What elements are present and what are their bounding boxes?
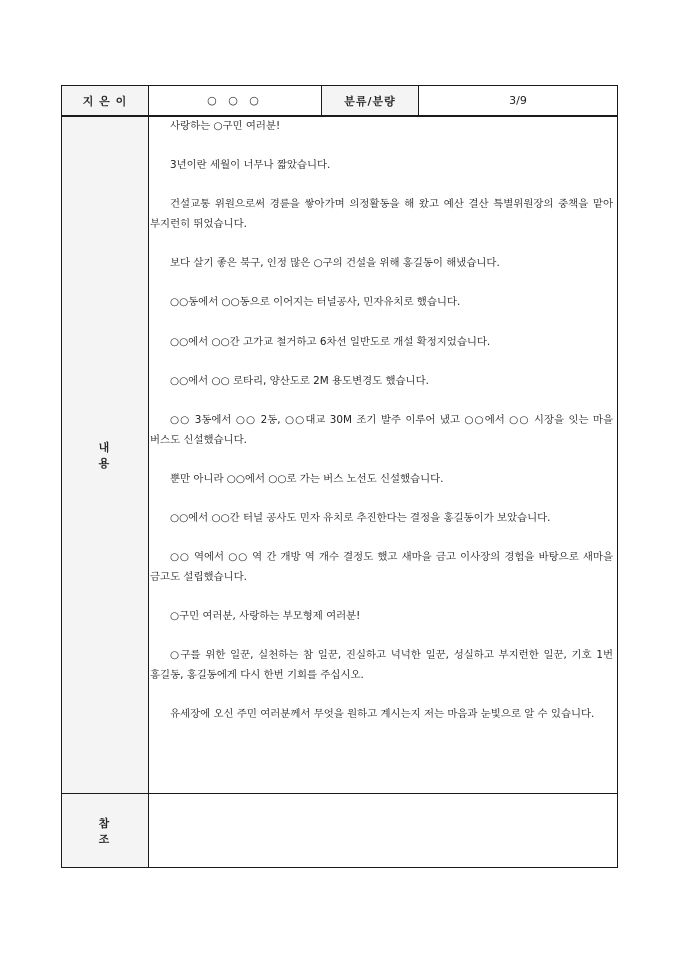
content-paragraph: 사랑하는 ○구민 여러분! (170, 120, 281, 132)
content-paragraph: 보다 살기 좋은 북구, 인정 많은 ○구의 건설을 위해 홍길동이 해냈습니다. (170, 257, 500, 270)
reference-value (149, 794, 618, 868)
content-body (150, 117, 613, 793)
content-row (62, 116, 618, 794)
content-label: 내 용 (62, 116, 149, 794)
content-paragraph: ○○에서 ○○간 터널 공사도 민자 유치로 추진한다는 결정을 홍길동이가 보았습니다. (170, 511, 551, 524)
reference-row (62, 794, 618, 868)
header-row (62, 86, 618, 117)
content-paragraph: 유세장에 오신 주민 여러분께서 무엇을 원하고 계시는지 저는 마음과 눈빛으로 알 수 있습니다. (170, 707, 595, 720)
author-value: ○ ○ ○ (149, 86, 322, 117)
content-paragraph: 3년이란 세월이 너무나 짧았습니다. (170, 159, 331, 172)
content-cell (149, 116, 618, 794)
content-paragraph: ○구민 여러분, 사랑하는 부모형제 여러분! (170, 609, 361, 622)
content-paragraph: 건설교통 위원으로써 경륜을 쌓아가며 의정활동을 해 왔고 예산 결산 특별위원장의 중책을 맡아 부지런히 뛰었습니다. (150, 198, 613, 230)
author-label: 지 은 이 (62, 86, 149, 117)
document-table (61, 85, 618, 868)
content-paragraph: ○○ 역에서 ○○ 역 간 개방 역 개수 결정도 했고 새마을 금고 이사장의 경험을 바탕으로 새마을 금고도 설립했습니다. (150, 551, 613, 583)
reference-label: 참 조 (62, 794, 149, 868)
category-label: 분류/분량 (322, 86, 419, 117)
category-value: 3/9 (419, 86, 618, 117)
content-paragraph: ○○ 3동에서 ○○ 2동, ○○대교 30M 조기 발주 이루어 냈고 ○○에서 ○○ 시장을 잇는 마을 버스도 신설했습니다. (150, 413, 613, 446)
content-paragraph: ○○동에서 ○○동으로 이어지는 터널공사, 민자유치로 했습니다. (170, 296, 461, 309)
content-paragraph: ○○에서 ○○ 로타리, 양산도로 2M 용도변경도 했습니다. (170, 374, 429, 387)
content-paragraph: ○구를 위한 일꾼, 실천하는 참 일꾼, 진실하고 넉넉한 일꾼, 성실하고 부지런한 일꾼, 기호 1번 홍길동, 홍길동에게 다시 한번 기회를 주십시오. (150, 649, 613, 681)
content-paragraph: ○○에서 ○○간 고가교 철거하고 6차선 일반도로 개설 확정지었습니다. (170, 335, 491, 348)
content-paragraph: 뿐만 아니라 ○○에서 ○○로 가는 버스 노선도 신설했습니다. (170, 472, 444, 485)
